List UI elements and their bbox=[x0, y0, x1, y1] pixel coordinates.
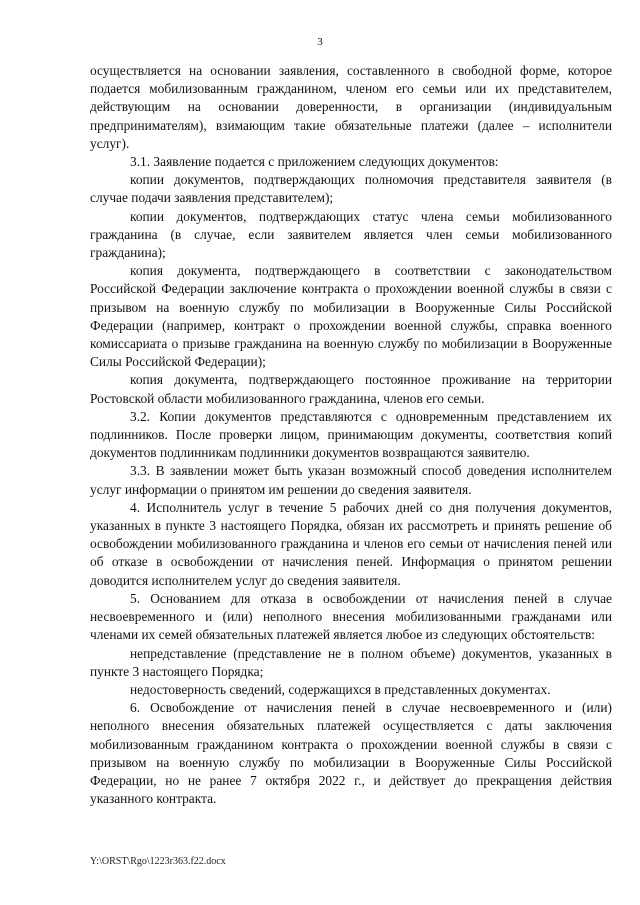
page-number: 3 bbox=[317, 36, 323, 48]
paragraph: 3.1. Заявление подается с приложением следующих документов: bbox=[130, 154, 499, 170]
paragraph: 5. Основанием для отказа в освобождении от начисления пеней в случае несвоевременного и (или) неполного внесения мобилизованными гражданами или членами их семей обязательных платежей является любое из следующих обстоятельств: bbox=[90, 590, 612, 643]
paragraph: копии документов, подтверждающих полномочия представителя заявителя (в случае подачи заявления представителем); bbox=[90, 172, 612, 206]
paragraph: 3.2. Копии документов представляются с одновременным представлением их подлинников. После проверки лицом, принимающим документы, соответствия копий документов подлинникам подлинники документов возвращаются заявителю. bbox=[90, 408, 612, 461]
paragraph: 3.3. В заявлении может быть указан возможный способ доведения исполнителем услуг информации о принятом им решении до сведения заявителя. bbox=[90, 463, 612, 497]
paragraph: копия документа, подтверждающего постоянное проживание на территории Ростовской области мобилизованного гражданина, членов его семьи. bbox=[90, 372, 612, 406]
paragraph: осуществляется на основании заявления, составленного в свободной форме, которое подается мобилизованным гражданином, членом его семьи или их представителем, действующим на основании доверенности, в организации (индивидуальным предпринимателям), взимающим такие обязательные платежи (далее – исполнители услуг). bbox=[90, 63, 612, 151]
file-path-footer: Y:\ORST\Rgo\1223r363.f22.docx bbox=[90, 856, 226, 867]
paragraph: копии документов, подтверждающих статус члена семьи мобилизованного гражданина (в случае, если заявителем является член семьи мобилизованного гражданина); bbox=[90, 208, 612, 261]
paragraph: недостоверность сведений, содержащихся в представленных документах. bbox=[130, 681, 551, 697]
document-body bbox=[90, 62, 612, 808]
paragraph: 6. Освобождение от начисления пеней в случае несвоевременного и (или) неполного внесения обязательных платежей осуществляется с даты заключения мобилизованным гражданином контракта о прохождении военной службы в связи с призывом на военную службу по мобилизации в Вооруженные Силы Российской Федерации, но не ранее 7 октября 2022 г., и действует до прекращения действия указанного контракта. bbox=[90, 700, 612, 807]
paragraph: непредставление (представление не в полном объеме) документов, указанных в пункте 3 настоящего Порядка; bbox=[90, 645, 612, 679]
paragraph: 4. Исполнитель услуг в течение 5 рабочих дней со дня получения документов, указанных в пункте 3 настоящего Порядка, обязан их рассмотреть и принять решение об освобождении мобилизованного гражданина и членов его семьи от начисления пеней или об отказе в освобождении от начисления пеней. Информация о принятом решении доводится исполнителем услуг до сведения заявителя. bbox=[90, 499, 612, 588]
paragraph: копия документа, подтверждающего в соответствии с законодательством Российской Федерации заключение контракта о прохождении военной службы в связи с призывом на военную службу по мобилизации в Вооруженные Силы Российской Федерации (например, контракт о прохождении военной службы, справка военного комиссариата о призыве гражданина на военную службу по мобилизации в Вооруженные Силы Российской Федерации); bbox=[90, 263, 612, 370]
